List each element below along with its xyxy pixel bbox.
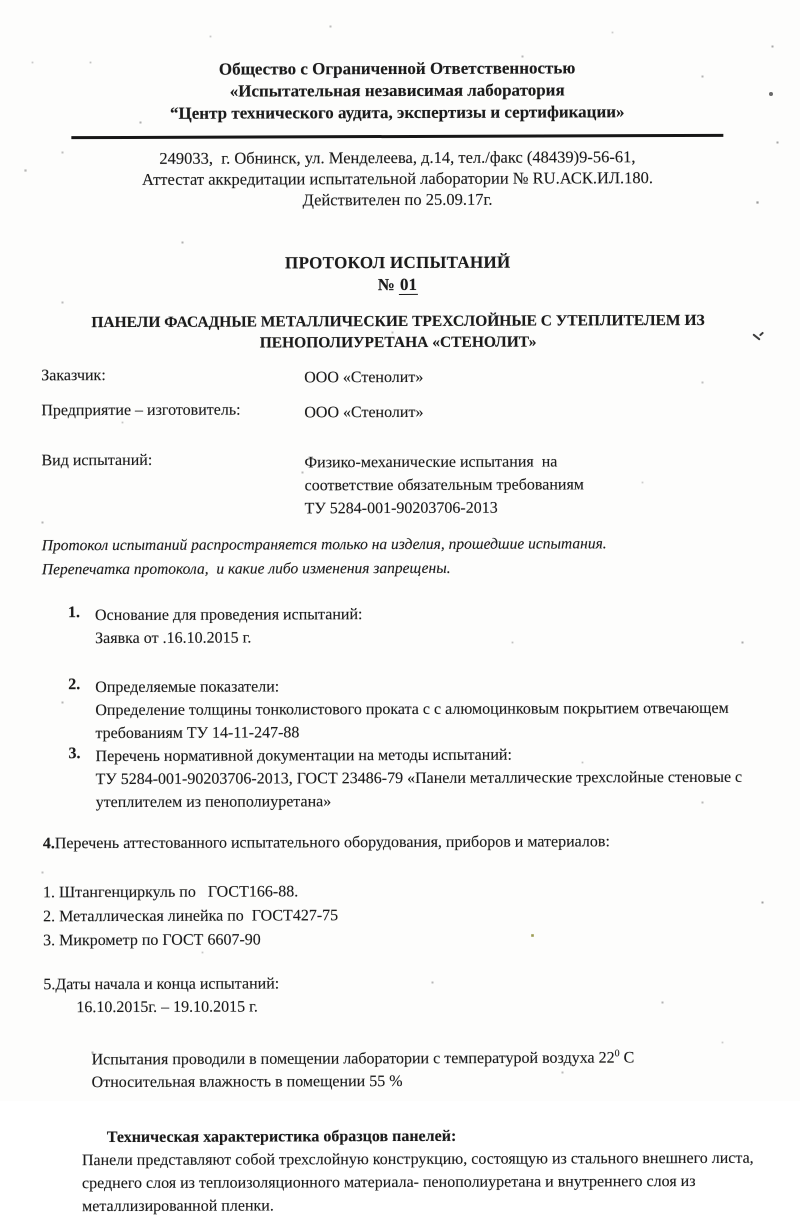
item-2-title: Определяемые показатели: <box>95 678 280 697</box>
humidity-line: Относительная влажность в помещении 55 % <box>91 1073 403 1092</box>
section-5-title: Даты начала и конца испытаний: <box>55 975 280 994</box>
characteristics-line-1: Панели представляют собой трехслойную конструкцию, состоящую из стального внешнего листа, <box>81 1150 754 1170</box>
test-type-label: Вид испытаний: <box>41 451 153 470</box>
temperature-text: Испытания проводили в помещении лаборатории с температурой воздуха 22 <box>91 1049 615 1069</box>
test-type-value <box>304 450 584 520</box>
test-type-line-2: соответствие обязательным требованиям <box>304 476 584 495</box>
letterhead <box>40 57 754 125</box>
number-sign: № <box>377 275 400 295</box>
disclaimer-line-2: Перепечатка протокола, и какие либо изменения запрещены. <box>41 559 451 579</box>
degree-superscript: 0 <box>614 1048 620 1060</box>
org-name-line-1: Общество с Ограниченной Ответственностью <box>218 58 576 79</box>
characteristics-line-2: среднего слоя из теплоизоляционного материала- пенополиуретана и внутреннего слоя из <box>81 1173 696 1193</box>
protocol-number <box>41 273 755 297</box>
list-item-3 <box>68 743 756 814</box>
test-type-line-3: ТУ 5284-001-90203706-2013 <box>304 499 498 518</box>
protocol-title: ПРОТОКОЛ ИСПЫТАНИЙ <box>284 252 511 273</box>
item-2-text-1: Определение толщины тонколистового проката с с алюмоцинковым покрытием отвечающем <box>95 699 729 720</box>
valid-until-line: Действителен по 25.09.17г. <box>302 189 493 210</box>
manufacturer-row <box>41 400 755 425</box>
lab-conditions <box>92 1042 758 1095</box>
item-3-number: 3. <box>68 745 81 763</box>
characteristics-line-3: металлизированной пленки. <box>82 1197 274 1216</box>
temperature-unit: С <box>619 1049 635 1067</box>
customer-label: Заказчик: <box>41 367 106 385</box>
item-2-number: 2. <box>68 676 81 694</box>
item-3-text-2: утеплителем из пенополиуретана» <box>95 793 332 812</box>
accreditation-line: Аттестат аккредитации испытательной лаборатории № RU.АСК.ИЛ.180. <box>141 168 654 189</box>
section-4-heading <box>43 830 757 855</box>
test-dates: 16.10.2015г. – 19.10.2015 г. <box>76 998 258 1017</box>
customer-row <box>41 365 755 390</box>
section-4-title: Перечень аттестованного испытательного оборудования, приборов и материалов: <box>54 833 610 853</box>
contact-block <box>40 146 754 211</box>
equipment-item-1: 1. Штангенциркуль по ГОСТ166-88. <box>42 883 299 902</box>
subject-line-1: ПАНЕЛИ ФАСАДНЫЕ МЕТАЛЛИЧЕСКИЕ ТРЕХСЛОЙНЫЕ С УТЕПЛИТЕЛЕМ ИЗ <box>91 311 705 332</box>
section-5-heading <box>43 971 757 996</box>
equipment-item-3: 3. Микрометр по ГОСТ 6607-90 <box>43 931 261 950</box>
numbered-list <box>42 602 757 814</box>
manufacturer-label: Предприятие – изготовитель: <box>41 401 241 420</box>
item-1-title: Основание для проведения испытаний: <box>94 606 363 625</box>
item-3-title: Перечень нормативной документации на методы испытаний: <box>95 746 512 766</box>
address-line: 249033, г. Обнинск, ул. Менделеева, д.14, тел./факс (48439)9-56-61, <box>159 147 636 168</box>
protocol-number-value: 01 <box>400 274 418 294</box>
characteristics-heading: Техническая характеристика образцов панелей: <box>106 1128 457 1147</box>
customer-value: ООО «Стенолит» <box>304 368 424 387</box>
item-1-number: 1. <box>67 604 81 622</box>
item-2-text-2: требованиям ТУ 14-11-247-88 <box>95 724 300 743</box>
org-name-line-2: «Испытательная независимая лаборатория <box>229 80 565 101</box>
subject-line-2: ПЕНОПОЛИУРЕТАНА «СТЕНОЛИТ» <box>259 333 537 352</box>
section-5-number: 5. <box>43 976 56 994</box>
disclaimer-line-1: Протокол испытаний распространяется только на изделия, прошедшие испытания. <box>41 535 607 555</box>
list-item-1 <box>68 602 756 650</box>
section-5 <box>43 971 757 1019</box>
list-item-2 <box>68 674 756 745</box>
item-1-text: Заявка от .16.10.2015 г. <box>95 629 252 648</box>
equipment-list <box>43 879 757 953</box>
field-rows <box>41 365 756 521</box>
item-1-body <box>95 603 363 650</box>
equipment-item-2: 2. Металлическая линейка по ГОСТ427-75 <box>43 907 339 926</box>
test-type-row <box>41 450 755 521</box>
item-2-body <box>95 674 729 745</box>
manufacturer-value: ООО «Стенолит» <box>304 403 424 422</box>
item-3-text-1: ТУ 5284-001-90203706-2013, ГОСТ 23486-79 «Панели металлические трехслойные стеновые с <box>95 768 743 789</box>
test-type-line-1: Физико-механические испытания на <box>304 453 558 472</box>
characteristics-paragraph <box>82 1147 758 1218</box>
item-3-body <box>95 743 742 814</box>
header-divider <box>71 134 723 139</box>
disclaimer-note <box>42 532 756 582</box>
org-name-line-3: “Центр технического аудита, экспертизы и сертификации» <box>169 102 625 123</box>
section-4-number: 4. <box>42 835 55 853</box>
temperature-line <box>92 1042 758 1072</box>
subject-title <box>41 310 755 354</box>
